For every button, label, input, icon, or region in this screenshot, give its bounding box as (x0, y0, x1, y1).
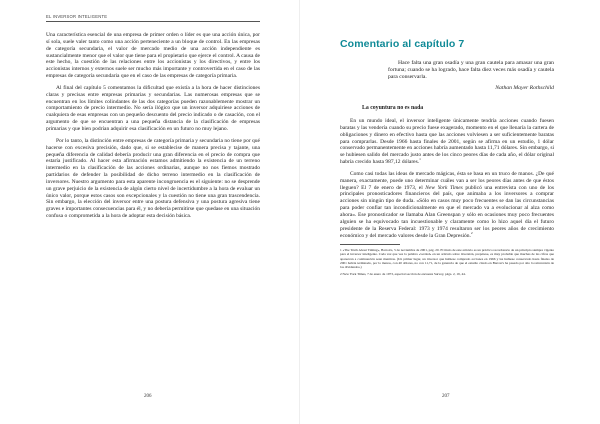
footnote-rule (340, 244, 400, 245)
body-paragraph (340, 118, 554, 166)
paragraph-text: Como casi todas las ideas de mercado mágicas, ésta se basa en un truco de manos. ¿De qué manera, exactamente, puede uno determinar cuáles van a ser los peores días antes de que éstos lleguen? El 7 de enero de 1973, el (340, 170, 554, 191)
epigraph-quote: Hace falta una gran osadía y una gran cautela para amasar una gran fortuna; cuando se ha logrado, hace falta diez veces más osadía y cautela para conservarla. (388, 60, 554, 80)
section-heading: La coyuntura no es nada (362, 105, 424, 111)
body-paragraph: Una característica esencial de una empresa de primer orden o líder es que una acción única, por sí sola, suele valer tanto como una acción perteneciente a un bloque de control. En las empresas de categoría secundaria, el valor de mercado medio de una acción independiente es sustancialmente menor que el valor que tiene para el propietario que ejerce el control. A causa de este hecho, la cuestión de las relaciones entre los accionistas y los directivos, y entre los accionistas internos y externos suele ser mucho más importante y controvertida en el caso de las empresas de categoría secundaria que en el caso de las empresas de categoría primaria. (46, 32, 260, 80)
footnote-ref: 1 (419, 157, 421, 162)
left-page-body (46, 32, 260, 225)
body-paragraph: Al final del capítulo 5 comentamos la dificultad que existía a la hora de hacer distinciones claras y precisas entre empresas primarias y secundarias. Las numerosas empresas que se encuentran en los límites colindantes de las dos categorías pueden razonablemente mostrar un comportamiento de precio intermedio. No sería ilógico que un inversor adquiriese acciones de cualquiera de esas empresas con un pequeño descuento del precio indicado o de casación, con el argumento de que se encuentran a una pequeña distancia de la clasificación de empresas primarias y que bien podrían adquirir esa clasificación en un futuro no muy lejano. (46, 84, 260, 132)
running-head: EL INVERSOR INTELIGENTE (46, 14, 108, 19)
page-number-left: 206 (144, 394, 152, 399)
paragraph-text: publicó una entrevista con uno de los principales pronosticadores financieros del país, que animaba a los inversores a comprar acciones sin ningún tipo de duda. «Sólo en casos muy poco frecuentes se dan las circunstancias para poder confiar tan incondicionalmente en que el mercado va a evolucionar al alza como ahora». Ese pronosticador se llamaba Alan Greenspan y sólo en ocasiones muy poco frecuentes alguien se ha equivocado tan incuestionable y claramente como lo hizo aquel día el futuro presidente de la Reserva Federal: 1973 y 1974 resultaron ser los peores años de crecimiento económico y del mercado valores desde la Gran Depresión. (340, 184, 554, 239)
footnote: 2 New York Times, 7 de enero de 1973, especial sección de encuesta Survey, págs. 2, 19, 44. (340, 271, 466, 276)
newspaper-title: New York Times (425, 184, 463, 191)
chapter-title: Comentario al capítulo 7 (340, 38, 465, 50)
paragraph-text: En un mundo ideal, el inversor inteligente únicamente tendría acciones cuando fuesen baratas y las vendería cuando su precio fuese exagerado, momento en el que llenaría la cartera de obligaciones y dinero en efectivo hasta que las acciones volviesen a ser suficientemente baratas para comprarlas. Desde 1966 hasta finales de 2001, según se afirma en un estudio, 1 dólar conservado permanentemente en acciones habría aumentado hasta 11,71 dólares. Sin embargo, si se hubiesen salido del mercado justo antes de los cinco peores días de cada año, el dólar original habría crecido hasta 987,12 dólares. (340, 118, 554, 166)
page-number-right: 207 (442, 394, 450, 399)
running-head-rule (46, 21, 260, 22)
epigraph-author: Nathan Mayer Rothschild (495, 85, 554, 91)
footnote-ref: 2 (470, 230, 473, 235)
body-paragraph: Por lo tanto, la distinción entre empresas de categoría primaria y secundaria no tiene por qué hacerse con excesiva precisión, dado que, si se establecise de manera precisa y tajante, una pequeña diferencia de calidad debería producir una gran diferencia en el precio de compra que estaría justificado. Al hacer esta afirmación estamos admitiendo la existencia de un terreno intermedio en la clasificación de las acciones ordinarias, aunque no nos fiemos mostrado partidarios de defender la posibilidad de dicho terreno intermedio en la clasificación de inversores. Nuestro argumento para esta aparente incongruencia es el siguiente: no se desprende un grave perjuicio de la existencia de algún cierto nivel de incertidumbre a la hora de evaluar un único valor, porque estos casos son excepcionales y la cuestión no tiene una gran trascendencia. Sin embargo, la elección del inversor entre una postura defensiva y una postura agresiva tiene graves e importantes consecuencias para él, y no debería permitirse que quedase en una situación confusa o comprometida a la hora de adoptar esta decisión básica. (46, 137, 260, 220)
body-paragraph (340, 171, 554, 239)
footnote: 1 «The Truth About Timing», Barron's, 5 de noviembre de 2001, pág. 20. El título de este artículo es un práctico recordatorio de un principio siempre vigente para el inversor inteligente. Cada vez que vea la palabra «verdad» en un artículo sobre inversión, prepárese, es muy probable que muchas de las cifras que aparezcan a continuación sean mentiras. (Un primer lugar, un inversor que hubiese comprado acciones en 1966 y las hubiese conservado hasta finales de 2001 habría terminado, por lo menos, con 40 dólares, no con 11,71, de la ganancia de que el estudio citado en Barron's ha pasado por alto la reinversión de los dividendos.) (340, 247, 554, 270)
right-page-body (340, 38, 554, 278)
